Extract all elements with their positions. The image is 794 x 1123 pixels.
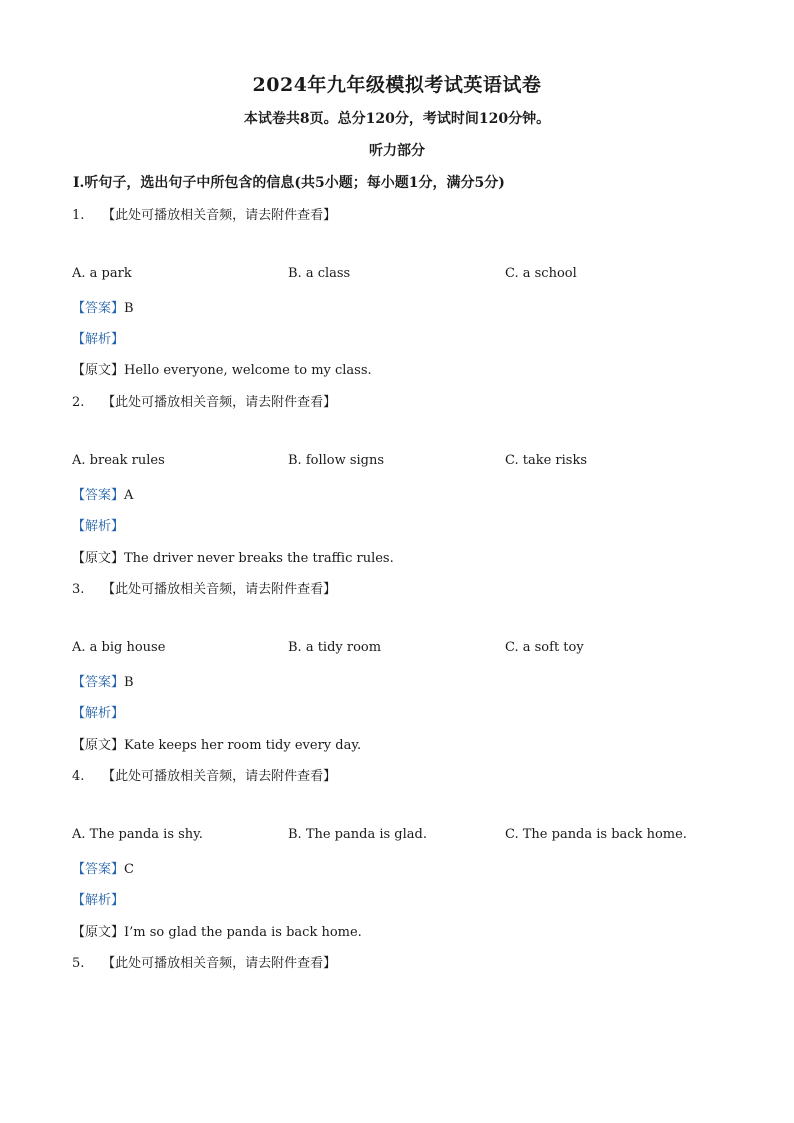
exam-title: 2024年九年级模拟考试英语试卷: [252, 74, 542, 96]
option-b: B. The panda is glad.: [288, 827, 427, 842]
original-label: 【原文】: [72, 363, 125, 378]
answer-label: 【答案】: [72, 488, 125, 503]
answer-value: B: [124, 301, 134, 316]
original-line: [72, 359, 372, 378]
answer-label: 【答案】: [72, 675, 125, 690]
analysis-label: 【解析】: [72, 519, 125, 534]
audio-prompt[interactable]: 【此处可播放相关音频，请去附件查看】: [102, 395, 337, 410]
question-number: 2.: [72, 395, 85, 410]
answer-label: 【答案】: [72, 301, 125, 316]
exam-subtitle: 本试卷共8页。总分120分，考试时间120分钟。: [243, 111, 551, 127]
option-a: A. The panda is shy.: [72, 827, 203, 842]
answer-value: A: [124, 488, 134, 503]
original-text: I’m so glad the panda is back home.: [124, 925, 362, 940]
answer-label: 【答案】: [72, 862, 125, 877]
option-a: A. a big house: [72, 640, 166, 655]
option-b: B. follow signs: [288, 453, 385, 468]
answer-value: C: [124, 862, 134, 877]
option-c: C. The panda is back home.: [505, 827, 687, 842]
analysis-label: 【解析】: [72, 332, 125, 347]
original-label: 【原文】: [72, 738, 125, 753]
section-heading: Ⅰ.听句子，选出句子中所包含的信息(共5小题；每小题1分，满分5分): [73, 175, 505, 191]
option-a: A. a park: [72, 266, 132, 281]
answer-line: [72, 484, 133, 503]
question-number: 1.: [72, 208, 85, 223]
analysis-label: 【解析】: [72, 706, 125, 721]
question-3: [72, 578, 336, 597]
original-text: The driver never breaks the traffic rules.: [124, 551, 394, 566]
question-number: 4.: [72, 769, 85, 784]
audio-prompt[interactable]: 【此处可播放相关音频，请去附件查看】: [102, 769, 337, 784]
option-c: C. a soft toy: [505, 640, 584, 655]
original-label: 【原文】: [72, 551, 125, 566]
original-line: [72, 921, 362, 940]
original-line: [72, 734, 361, 753]
option-b: B. a class: [288, 266, 351, 281]
question-5: [72, 952, 336, 971]
option-c: C. a school: [505, 266, 577, 281]
option-c: C. take risks: [505, 453, 588, 468]
question-4: [72, 765, 336, 784]
audio-prompt[interactable]: 【此处可播放相关音频，请去附件查看】: [102, 582, 337, 597]
original-line: [72, 547, 394, 566]
question-2: [72, 391, 336, 410]
answer-line: [72, 297, 134, 316]
analysis-label: 【解析】: [72, 893, 125, 908]
answer-line: [72, 858, 134, 877]
answer-value: B: [124, 675, 134, 690]
analysis-line: [72, 889, 124, 908]
original-text: Hello everyone, welcome to my class.: [124, 363, 372, 378]
question-number: 3.: [72, 582, 85, 597]
part-heading: 听力部分: [369, 143, 425, 159]
question-1: [72, 204, 336, 223]
answer-line: [72, 671, 134, 690]
option-a: A. break rules: [72, 453, 165, 468]
analysis-line: [72, 328, 124, 347]
audio-prompt[interactable]: 【此处可播放相关音频，请去附件查看】: [102, 956, 337, 971]
analysis-line: [72, 702, 124, 721]
audio-prompt[interactable]: 【此处可播放相关音频，请去附件查看】: [102, 208, 337, 223]
question-number: 5.: [72, 956, 85, 971]
original-label: 【原文】: [72, 925, 125, 940]
original-text: Kate keeps her room tidy every day.: [124, 738, 362, 753]
option-b: B. a tidy room: [288, 640, 382, 655]
analysis-line: [72, 515, 124, 534]
